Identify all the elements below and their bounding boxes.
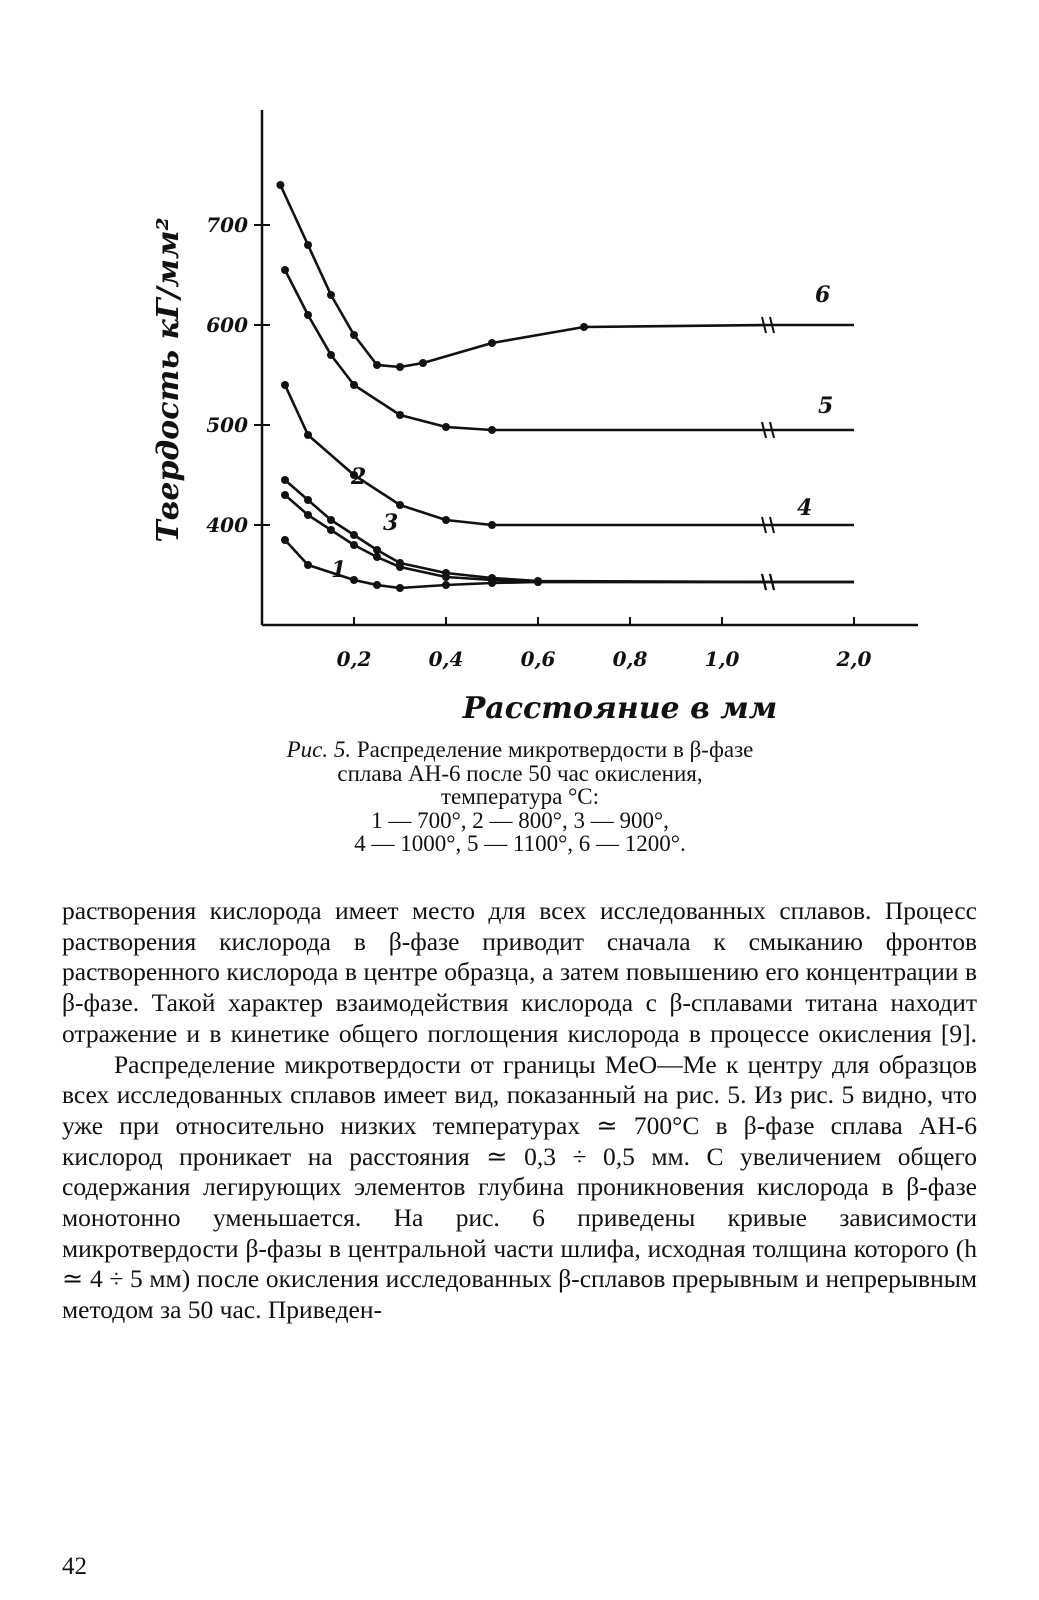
- series-2-point: [373, 546, 381, 554]
- chart-labels: [151, 213, 871, 726]
- series-5-point: [281, 266, 289, 274]
- series-6-point: [419, 359, 427, 367]
- series-6-point: [488, 339, 496, 347]
- series-label-3: 3: [383, 510, 399, 536]
- series-1-point: [281, 536, 289, 544]
- series-5-point: [488, 426, 496, 434]
- series-1-point: [350, 576, 358, 584]
- x-tick-label: 0,6: [520, 647, 556, 671]
- series-6-point: [350, 331, 358, 339]
- series-5-point: [442, 423, 450, 431]
- series-6-point: [580, 323, 588, 331]
- figure-caption: [180, 738, 860, 856]
- series-label-4: 4: [797, 495, 813, 521]
- series-5-point: [396, 411, 404, 419]
- series-1-point: [373, 581, 381, 589]
- series-6-line: [280, 185, 854, 367]
- series-label-6: 6: [815, 282, 831, 308]
- series-5-point: [327, 351, 335, 359]
- series-2-point: [327, 516, 335, 524]
- series-1-point: [396, 584, 404, 592]
- series-3-point: [534, 578, 542, 586]
- series-4-line: [285, 385, 854, 525]
- series-1-point: [442, 581, 450, 589]
- caption-line-1: Распределение микротвердости в β-фазе: [356, 737, 754, 762]
- series-2-point: [350, 531, 358, 539]
- caption-line-3: температура °С:: [440, 784, 600, 810]
- series-label-1: 1: [331, 557, 347, 583]
- series-6-point: [276, 181, 284, 189]
- series-6-point: [373, 361, 381, 369]
- caption-lead: Рис. 5.: [286, 737, 352, 762]
- series-4-point: [488, 521, 496, 529]
- x-axis-title: Расстояние в мм: [462, 691, 778, 726]
- series-6-point: [327, 291, 335, 299]
- series-3-point: [442, 573, 450, 581]
- series-5-point: [304, 311, 312, 319]
- x-tick-label: 2,0: [836, 647, 872, 671]
- paragraph-1: растворения кислорода имеет место для всех исследованных сплавов. Процесс растворения кислорода в β-фазе приводит сначала к смыканию фронтов растворенного кислорода в центре образца, а затем повышению его концентрации в β-фазе. Такой характер взаимодействия кислорода с β-сплавами титана находит отражение и в кинетике общего поглощения кислорода в процессе окисления [9].: [62, 896, 977, 1048]
- series-5-point: [350, 381, 358, 389]
- series-3-point: [281, 491, 289, 499]
- page-number: 42: [62, 1553, 87, 1580]
- y-tick-label: 600: [206, 313, 248, 337]
- chart-curves: [276, 181, 854, 592]
- series-3-point: [396, 563, 404, 571]
- caption-line-2: сплава АН-6 после 50 час окисления,: [337, 760, 703, 786]
- series-3-point: [373, 553, 381, 561]
- series-2-point: [304, 496, 312, 504]
- series-4-point: [396, 501, 404, 509]
- series-label-2: 2: [351, 464, 367, 490]
- series-6-point: [304, 241, 312, 249]
- series-3-point: [488, 576, 496, 584]
- y-tick-label: 500: [206, 413, 248, 437]
- y-tick-label: 400: [206, 513, 248, 537]
- y-axis-title: Твердость кГ/мм²: [151, 217, 186, 543]
- series-3-point: [350, 541, 358, 549]
- series-5-line: [285, 270, 854, 430]
- x-tick-label: 1,0: [704, 647, 740, 671]
- series-4-point: [304, 431, 312, 439]
- series-2-line: [285, 480, 854, 582]
- series-3-point: [304, 511, 312, 519]
- series-4-point: [281, 381, 289, 389]
- series-1-point: [304, 561, 312, 569]
- series-6-point: [396, 363, 404, 371]
- y-tick-label: 700: [206, 213, 248, 237]
- series-4-point: [442, 516, 450, 524]
- caption-line-5: 4 — 1000°, 5 — 1100°, 6 — 1200°.: [354, 831, 686, 857]
- series-3-point: [327, 526, 335, 534]
- series-2-point: [281, 476, 289, 484]
- series-label-5: 5: [818, 393, 834, 419]
- series-3-line: [285, 495, 854, 582]
- paragraph-2: Распределение микротвердости от границы MeO—Me к центру для образцов всех исследованных сплавов имеет вид, показанный на рис. 5. Из рис. 5 видно, что уже при относительно низких температурах ≃ 700°С в β-фазе сплава АН-6 кислород проникает на расстояния ≃ 0,3 ÷ 0,5 мм. С увеличением общего содержания легирующих элементов глубина проникновения кислорода в β-фазе монотонно уменьшается. На рис. 6 приведены кривые зависимости микротвердости β-фазы в центральной части шлифа, исходная толщина которого (h ≃ 4 ÷ 5 мм) после окисления исследованных β-сплавов прерывным и непрерывным методом за 50 час. Приведен-: [62, 1049, 977, 1325]
- x-tick-label: 0,8: [612, 647, 648, 671]
- x-tick-label: 0,4: [428, 647, 464, 671]
- hardness-chart: [0, 0, 1039, 735]
- caption-line-4: 1 — 700°, 2 — 800°, 3 — 900°,: [371, 807, 669, 833]
- x-tick-label: 0,2: [336, 647, 372, 671]
- body-text: [62, 896, 977, 1326]
